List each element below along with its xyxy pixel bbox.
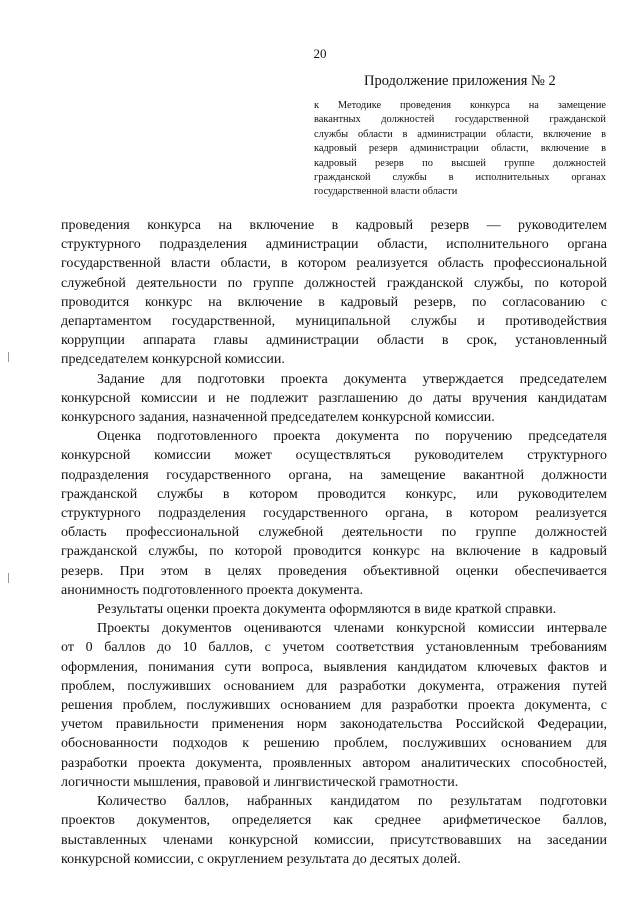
body-line: разработки проекта документа, проявленных автором аналитических способностей, xyxy=(61,755,607,771)
appendix-title: Продолжение приложения № 2 xyxy=(364,73,556,89)
body-line: Оценка подготовленного проекта документа по поручению председателя xyxy=(97,429,607,445)
body-line: конкурсной комиссии и не подлежит разглашению до даты вручения кандидатам xyxy=(61,390,607,406)
body-line: решения проблем, послуживших основанием для разработки проекта документа, с xyxy=(61,698,607,714)
appendix-subtitle-line: государственной власти области xyxy=(314,186,458,198)
appendix-subtitle-line: гражданской службы в исполнительных органах xyxy=(314,172,606,184)
body-line: структурного подразделения администрации области, исполнительного органа xyxy=(61,237,607,253)
body-paragraph xyxy=(61,619,607,792)
body-line: председателем конкурсной комиссии. xyxy=(61,352,285,368)
appendix-subtitle-line: службы области в администрации области, включение в xyxy=(314,128,606,140)
body-line: конкурсного задания, назначенной председателем конкурсной комиссии. xyxy=(61,410,495,426)
body-paragraph xyxy=(61,216,607,370)
margin-mark xyxy=(8,573,9,583)
appendix-subtitle-line: кадровый резерв по высшей группе должностей xyxy=(314,157,606,169)
body-line: гражданской службы, по которой проводится конкурс на включение в кадровый xyxy=(61,544,607,560)
body-line: служебной деятельности по группе должностей гражданской службы, по которой xyxy=(61,275,607,291)
body-line: Количество баллов, набранных кандидатом по результатам подготовки xyxy=(97,794,607,810)
body-line: выставленных членами конкурсной комиссии, присутствовавших на заседании xyxy=(61,832,607,848)
body-paragraph xyxy=(61,600,607,619)
body-line: логичности мышления, правовой и лингвистической грамотности. xyxy=(61,774,459,790)
body-line: резерв. При этом в целях проведения объективной оценки обеспечивается xyxy=(61,563,607,579)
body-line: учетом правильности применения норм законодательства Российской Федерации, xyxy=(61,717,607,733)
body-line: проводится конкурс на включение в кадровый резерв, по согласованию с xyxy=(61,294,607,310)
body-line: Проекты документов оцениваются членами конкурсной комиссии интервале xyxy=(97,621,607,637)
appendix-subtitle-line: вакантных должностей государственной гражданской xyxy=(314,114,606,126)
body-line: государственной власти области, в котором реализуется область профессиональной xyxy=(61,256,607,272)
appendix-subtitle xyxy=(314,99,606,200)
body-paragraph xyxy=(61,427,607,600)
body-line: область профессиональной служебной деятельности по группе должностей xyxy=(61,525,607,541)
body-line: конкурсной комиссии может осуществляться руководителем структурного xyxy=(61,448,607,464)
body-line: проведения конкурса на включение в кадровый резерв — руководителем xyxy=(61,218,607,233)
document-body xyxy=(61,216,607,869)
body-line: анонимность подготовленного проекта документа. xyxy=(61,582,364,598)
body-line: коррупции аппарата главы администрации области в срок, установленный xyxy=(61,333,607,349)
page-number: 20 xyxy=(313,46,327,61)
body-paragraph xyxy=(61,792,607,869)
margin-mark xyxy=(8,352,9,362)
body-line: структурного подразделения государственного органа, в котором реализуется xyxy=(61,506,607,522)
appendix-subtitle-line: кадровый резерв администрации области, включение в xyxy=(314,143,606,155)
body-paragraph xyxy=(61,370,607,428)
body-line: Результаты оценки проекта документа оформляются в виде краткой справки. xyxy=(97,602,557,618)
body-line: Задание для подготовки проекта документа утверждается председателем xyxy=(97,371,607,387)
body-line: проблем, послуживших основанием для разработки документа, отражения путей xyxy=(61,678,607,694)
appendix-subtitle-line: к Методике проведения конкурса на замещение xyxy=(314,100,606,111)
body-line: проектов документов, определяется как среднее арифметическое баллов, xyxy=(61,813,607,829)
body-line: от 0 баллов до 10 баллов, с учетом соответствия установленным требованиям xyxy=(61,640,607,656)
body-line: подразделения государственного органа, на замещение вакантной должности xyxy=(61,467,607,483)
body-line: конкурсной комиссии, с округлением результата до десятых долей. xyxy=(61,851,461,867)
body-line: гражданской службы в котором проводится конкурс, или руководителем xyxy=(61,486,607,502)
body-line: обоснованности подходов к решению проблем, послуживших основанием для xyxy=(61,736,607,752)
body-line: департаментом государственной, муниципальной службы и противодействия xyxy=(61,314,607,330)
body-line: оформления, понимания сути вопроса, выявления кандидатом ключевых фактов и xyxy=(61,659,607,675)
